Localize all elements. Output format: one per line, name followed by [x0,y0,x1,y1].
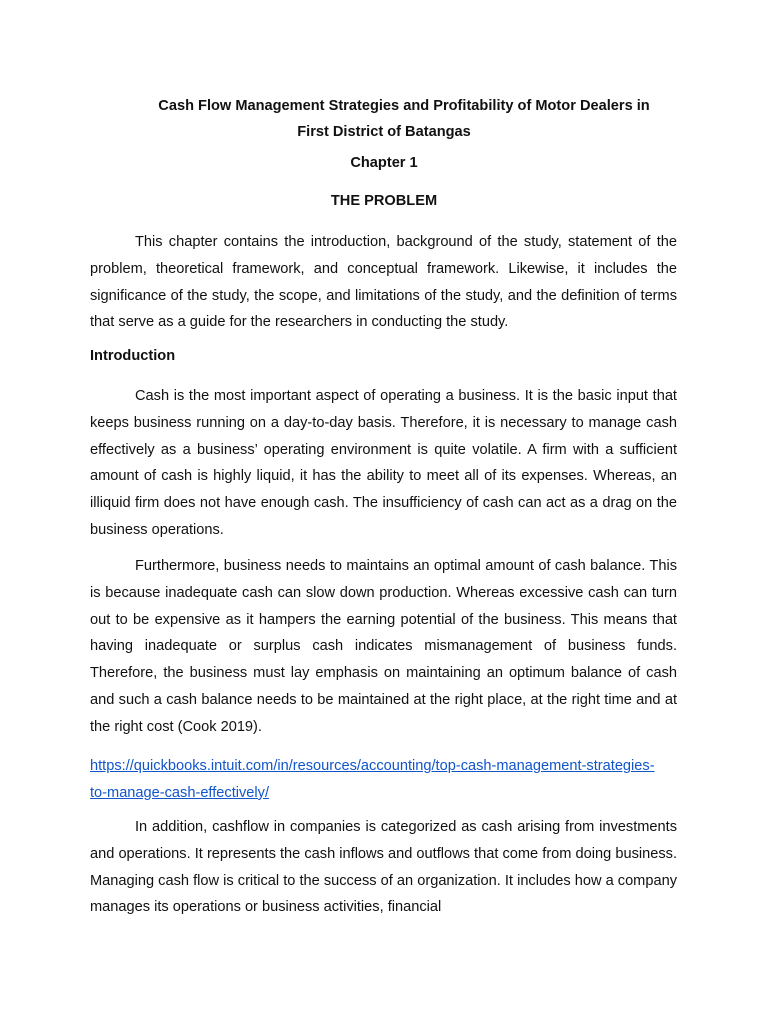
introduction-heading: Introduction [90,348,176,364]
reference-link-line-1[interactable]: https://quickbooks.intuit.com/in/resources/accounting/top-cash-management-strategies- [90,758,655,774]
cash-paragraph: Cash is the most important aspect of operating a business. It is the basic input that keeps business running on a day-to-day basis. Therefore, it is necessary to manage cash effectively as a business’ operating environment is quite volatile. A firm with a sufficient amount of cash is highly liquid, it has the ability to meet all of its expenses. Whereas, an illiquid firm does not have enough cash. The insufficiency of cash can act as a drag on the business operations. [90,388,677,538]
chapter-title: THE PROBLEM [330,193,438,209]
title-line-1: Cash Flow Management Strategies and Profitability of Motor Dealers in [158,98,650,114]
reference-link[interactable] [90,753,690,807]
reference-link-line-2[interactable]: to-manage-cash-effectively/ [90,784,269,801]
intro-paragraph: This chapter contains the introduction, background of the study, statement of the problem, theoretical framework, and conceptual framework. Likewise, it includes the significance of the study, the scope, and limitations of the study, and the definition of terms that serve as a guide for the researchers in conducting the study. [90,234,677,331]
chapter-number: Chapter 1 [350,155,418,171]
document-title [90,93,678,145]
title-line-2: First District of Batangas [297,124,471,140]
addition-paragraph: In addition, cashflow in companies is categorized as cash arising from investments and operations. It represents the cash inflows and outflows that come from doing business. Managing cash flow is critical to the success of an organization. It includes how a company manages its operations or business activities, financial [90,819,677,916]
furthermore-paragraph: Furthermore, business needs to maintains an optimal amount of cash balance. This is because inadequate cash can slow down production. Whereas excessive cash can turn out to be expensive as it hampers the earning potential of the business. This means that having inadequate or surplus cash indicates mismanagement of business funds. Therefore, the business must lay emphasis on maintaining an optimum balance of cash and such a cash balance needs to be maintained at the right place, at the right time and at the right cost (Cook 2019). [90,558,677,735]
